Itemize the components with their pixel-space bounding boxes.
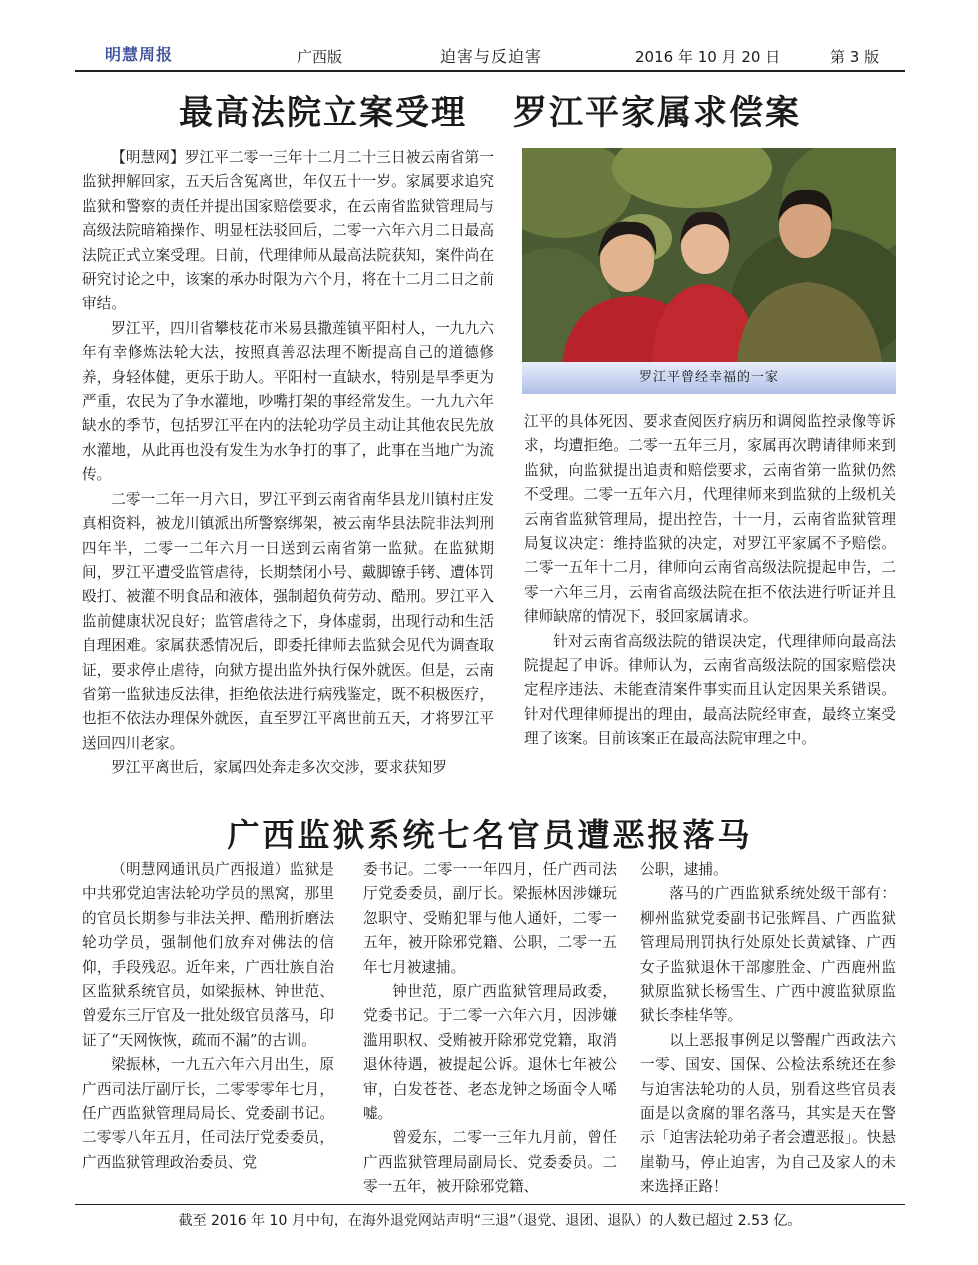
footer-rule	[75, 1204, 905, 1205]
article1-paragraph: 罗江平，四川省攀枝花市米易县撒莲镇平阳村人，一九九六年有幸修炼法轮大法，按照真善忍法理不断提高自己的道德修养，身轻体健，更乐于助人。平阳村一直缺水，特别是旱季更为严重，农民为了争水灌地，吵嘴打架的事经常发生。一九九六年缺水的季节，包括罗江平在内的法轮功学员主动让其他农民先放水灌地，从此再也没有发生为水争打的事了，此事在当地广为流传。	[82, 319, 494, 484]
article2-paragraph: 梁振林，一九五六年六月出生，原广西司法厅副厅长，二零零零年七月，任广西监狱管理局局长、党委副书记。二零零八年五月，任司法厅党委委员，广西监狱管理政治委员、党	[82, 1056, 334, 1171]
article1-paragraph: 【明慧网】罗江平二零一三年十二月二十三日被云南省第一监狱押解回家，五天后含冤离世，年仅五十一岁。家属要求追究监狱和警察的责任并提出国家赔偿要求，在云南省监狱管理局与高级法院暗箱操作、明显枉法驳回后，二零一六年六月二日最高法院正式立案受理。日前，代理律师从最高法院获知，案件尚在研究讨论之中，该案的承办时限为六个月，将在十二月二日之前审结。	[82, 149, 494, 313]
article1-right-column	[524, 410, 896, 752]
page-header	[75, 38, 905, 68]
section-title: 迫害与反迫害	[440, 47, 543, 66]
photo-caption: 罗江平曾经幸福的一家	[522, 362, 896, 394]
article1-headline	[95, 85, 885, 134]
article2-column-3	[640, 858, 896, 1200]
article2-headline: 广西监狱系统七名官员遭恶报落马	[227, 816, 753, 854]
article1-paragraph: 江平的具体死因、要求查阅医疗病历和调阅监控录像等诉求，均遭拒绝。二零一五年三月，家属再次聘请律师来到监狱，向监狱提出追责和赔偿要求，云南省第一监狱仍然不受理。二零一五年六月，代理律师来到监狱的上级机关云南省监狱管理局，提出控告，十一月，云南省监狱管理局复议决定：维持监狱的决定，对罗江平家属不予赔偿。二零一五年十二月，律师向云南省高级法院提起申告，二零一六年三月，云南省高级法院在拒不依法进行听证并且律师缺席的情况下，驳回家属请求。	[524, 413, 896, 626]
article2-column-2	[363, 858, 617, 1200]
article1-headline-part2: 罗江平家属求偿案	[513, 93, 801, 133]
masthead-logo: 明慧周报	[105, 45, 174, 64]
issue-date: 2016 年 10 月 20 日	[635, 48, 781, 66]
article2-paragraph: 落马的广西监狱系统处级干部有：柳州监狱党委副书记张辉昌、广西监狱管理局刑罚执行处原处长黄斌锋、广西女子监狱退休干部廖胜金、广西鹿州监狱原监狱长杨雪生、广西中渡监狱原监狱长李桂华等。	[640, 885, 896, 1025]
page-number: 第 3 版	[830, 48, 880, 66]
article2-paragraph: 以上恶报事例足以警醒广西政法六一零、国安、国保、公检法系统还在参与迫害法轮功的人员，别看这些官员表面是以贪腐的罪名落马，其实是天在警示「迫害法轮功弟子者会遭恶报」。快悬崖勒马，停止迫害，为自己及家人的未来选择正路！	[640, 1031, 896, 1196]
article2-paragraph: 钟世范，原广西监狱管理局政委，党委书记。于二零一六年六月，因涉嫌滥用职权、受贿被开除邪党党籍，取消退休待遇，被提起公诉。退休七年被公审，白发苍苍、老态龙钟之场面令人唏嘘。	[363, 983, 617, 1123]
article1-paragraph: 二零一二年一月六日，罗江平到云南省南华县龙川镇村庄发真相资料，被龙川镇派出所警察绑架，被云南华县法院非法判刑四年半，二零一二年六月一日送到云南省第一监狱。在监狱期间，罗江平遭受监管虐待，长期禁闭小号、戴脚镣手铐、遭体罚殴打、被灌不明食品和液体，强制超负荷劳动、酷刑。罗江平入监前健康状况良好；监管虐待之下，身体虚弱，出现行动和生活自理困难。家属获悉情况后，即委托律师去监狱会见代为调查取证，要求停止虐待，向狱方提出监外执行保外就医。但是，云南省第一监狱违反法律，拒绝依法进行病残鉴定，既不积极医疗，也拒不依法办理保外就医，直至罗江平离世前五天，才将罗江平送回四川老家。	[82, 490, 494, 752]
header-rule	[75, 70, 905, 72]
article1-left-column	[82, 146, 494, 781]
article2-column-1	[82, 858, 334, 1175]
footer-notice: 截至 2016 年 10 月中旬，在海外退党网站声明“三退”（退党、退团、退队）的人数已超过 2.53 亿。	[178, 1213, 802, 1229]
family-photo	[522, 148, 896, 362]
article1-paragraph: 针对云南省高级法院的错误决定，代理律师向最高法院提起了申诉。律师认为，云南省高级法院的国家赔偿决定程序违法、未能查清案件事实而且认定因果关系错误。针对代理律师提出的理由，最高法院经审查，最终立案受理了该案。目前该案正在最高法院审理之中。	[524, 632, 896, 748]
article1-paragraph: 罗江平离世后，家属四处奔走多次交涉，要求获知罗	[111, 759, 447, 777]
article2-paragraph: 公职，逮捕。	[640, 861, 728, 878]
edition-label: 广西版	[297, 48, 343, 66]
article2-paragraph: 委书记。二零一一年四月，任广西司法厅党委委员，副厅长。梁振林因涉嫌玩忽职守、受贿犯罪与他人通奸，二零一五年，被开除邪党籍、公职，二零一五年七月被逮捕。	[363, 861, 617, 976]
article1-headline-part1: 最高法院立案受理	[179, 93, 467, 133]
article2-paragraph: 曾爱东，二零一三年九月前，曾任广西监狱管理局副局长、党委委员。二零一五年，被开除邪党籍、	[363, 1129, 617, 1196]
article2-paragraph: （明慧网通讯员广西报道）监狱是中共邪党迫害法轮功学员的黑窝，那里的官员长期参与非法关押、酷刑折磨法轮功学员，强制他们放弃对佛法的信仰，手段残忍。近年来，广西壮族自治区监狱系统官员，如梁振林、钟世范、曾爱东三厅官及一批处级官员落马，印证了“天网恢恢，疏而不漏”的古训。	[82, 861, 334, 1049]
